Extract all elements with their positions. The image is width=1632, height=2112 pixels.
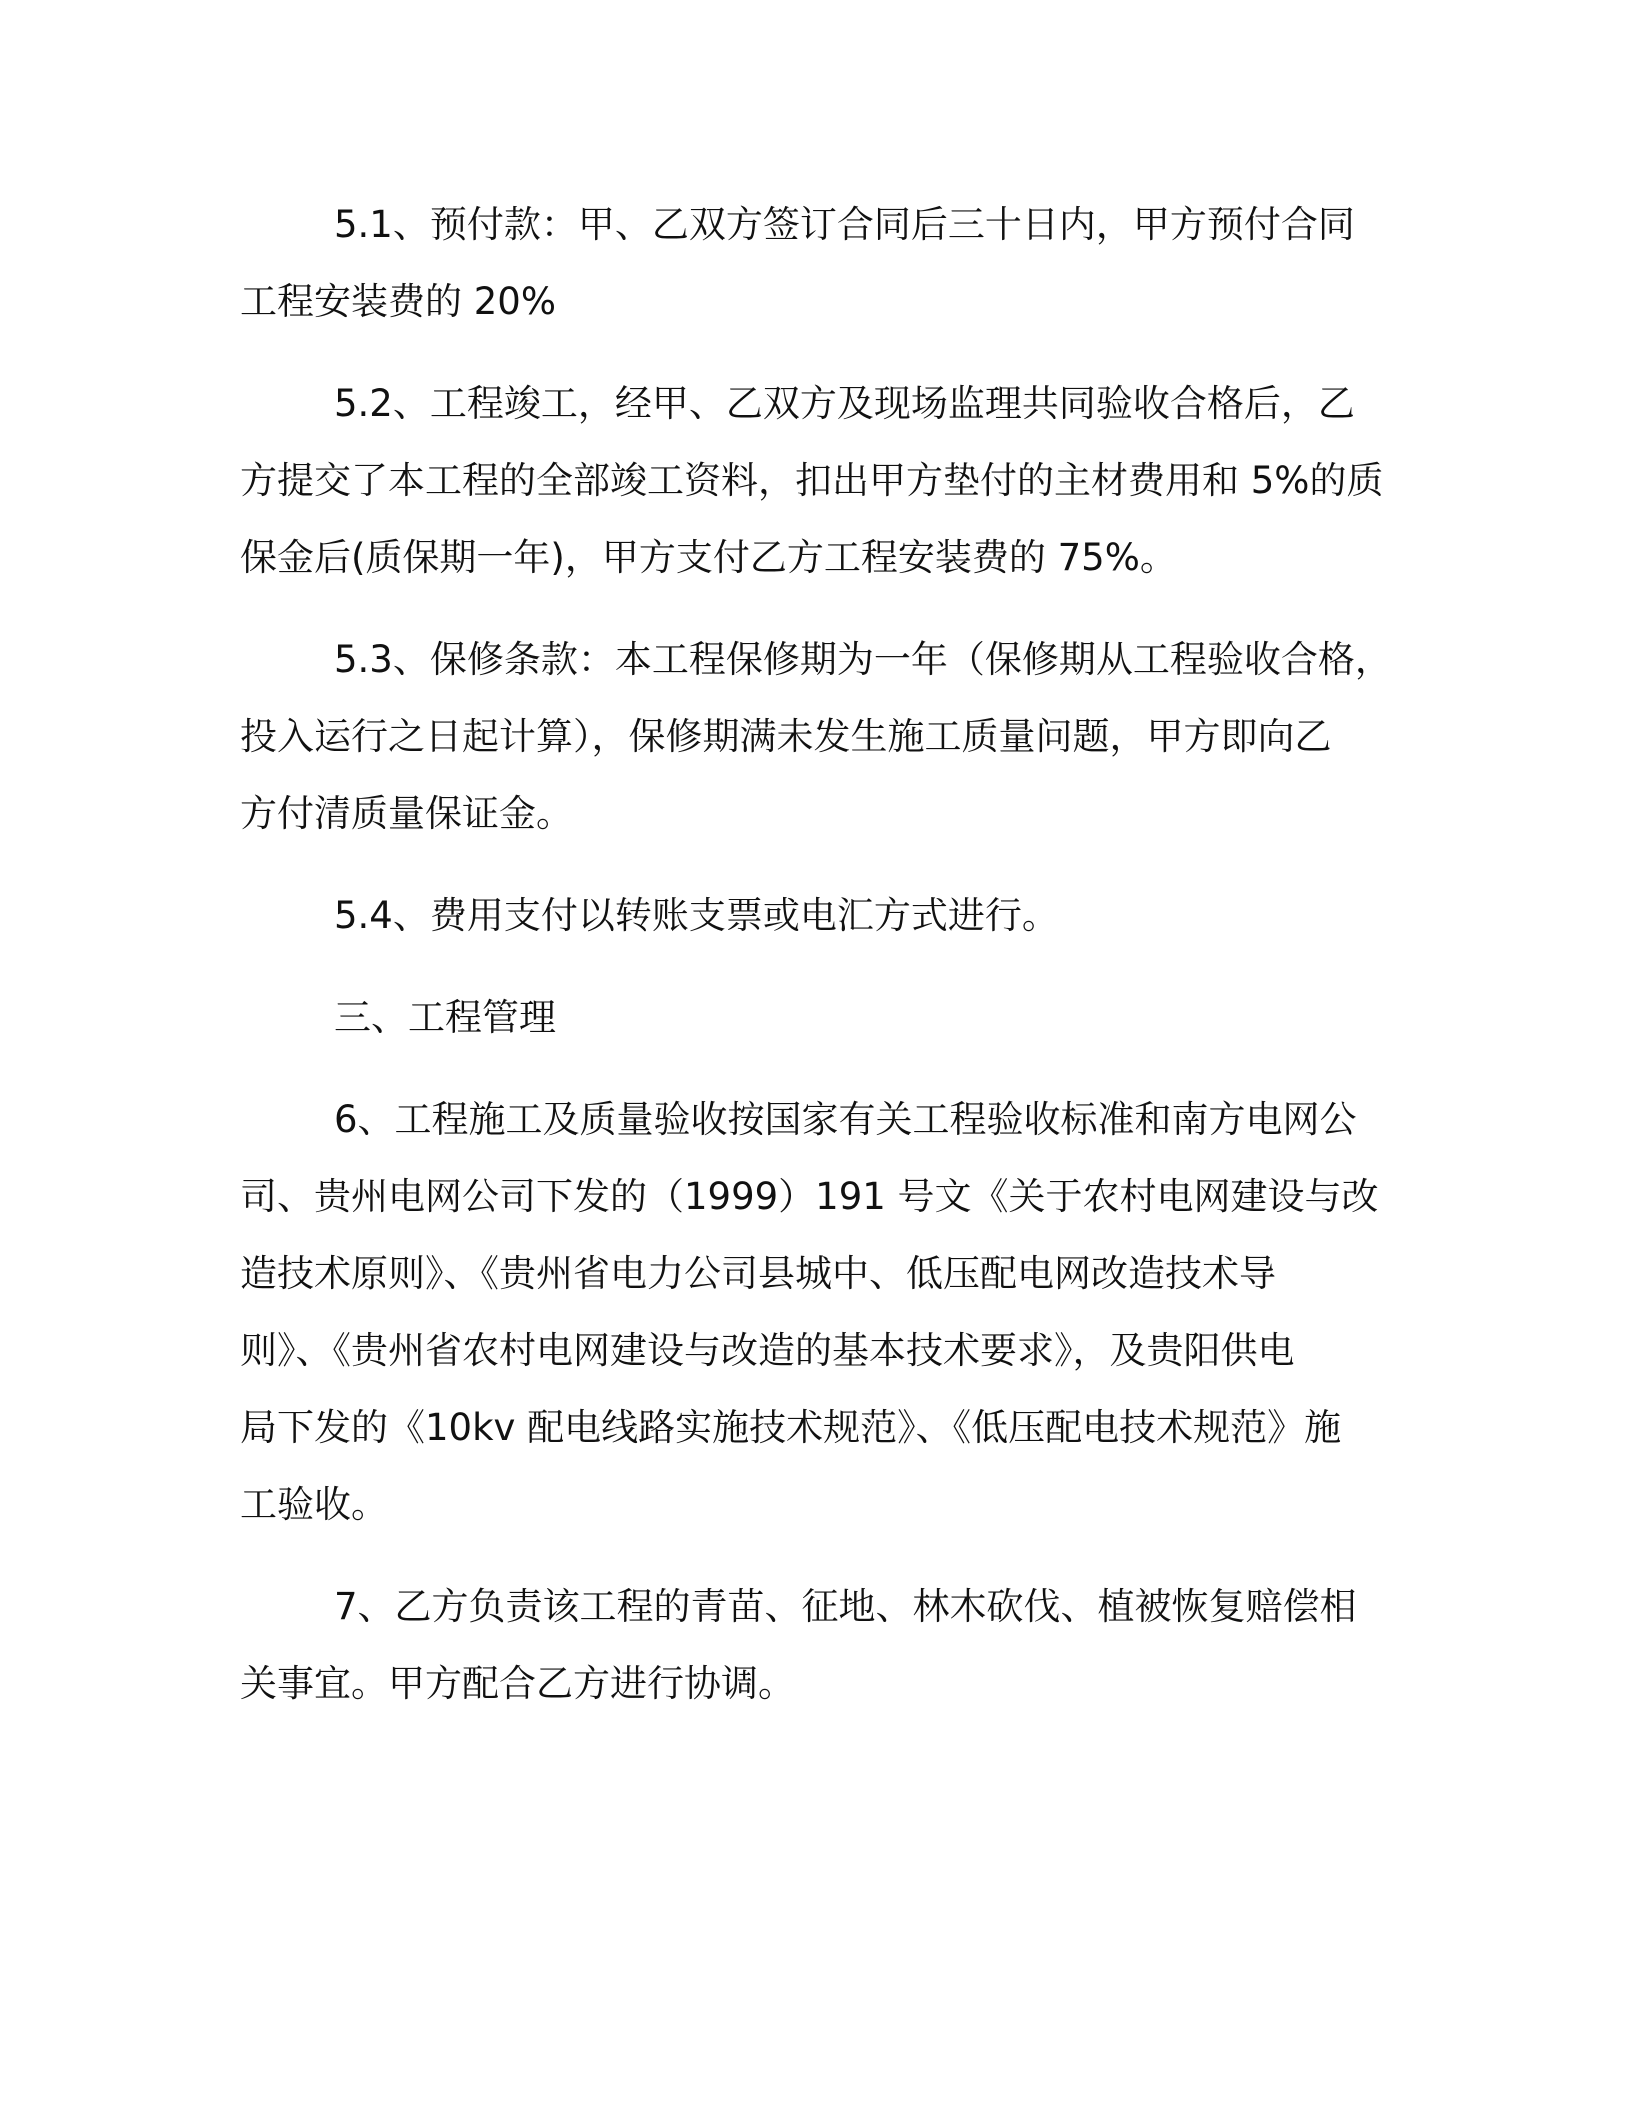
clause-5-2 xyxy=(240,365,1402,596)
text-line: 则》、《贵州省农村电网建设与改造的基本技术要求》，及贵阳供电 xyxy=(240,1329,1295,1372)
text-line: 5.3、保修条款：本工程保修期为一年（保修期从工程验收合格， xyxy=(334,638,1392,681)
text-line: 三、工程管理 xyxy=(334,996,556,1039)
text-line: 局下发的《10kv 配电线路实施技术规范》、《低压配电技术规范》施 xyxy=(240,1406,1342,1449)
document-body xyxy=(240,186,1402,1747)
text-line: 保金后(质保期一年)，甲方支付乙方工程安装费的 75%。 xyxy=(240,536,1177,579)
section-heading xyxy=(240,979,1402,1056)
text-line: 5.1、预付款：甲、乙双方签订合同后三十日内，甲方预付合同 xyxy=(334,203,1355,246)
clause-6 xyxy=(240,1081,1402,1543)
text-line: 方提交了本工程的全部竣工资料，扣出甲方垫付的主材费用和 5%的质 xyxy=(240,459,1384,502)
clause-5-4 xyxy=(240,877,1402,954)
text-line: 投入运行之日起计算），保修期满未发生施工质量问题，甲方即向乙 xyxy=(240,715,1332,758)
text-line: 7、乙方负责该工程的青苗、征地、林木砍伐、植被恢复赔偿相 xyxy=(334,1585,1357,1628)
text-line: 司、贵州电网公司下发的（1999）191 号文《关于农村电网建设与改 xyxy=(240,1175,1379,1218)
text-line: 造技术原则》、《贵州省电力公司县城中、低压配电网改造技术导 xyxy=(240,1252,1276,1295)
clause-5-3 xyxy=(240,621,1402,852)
text-line: 5.4、费用支付以转账支票或电汇方式进行。 xyxy=(334,894,1059,937)
text-line: 5.2、工程竣工，经甲、乙双方及现场监理共同验收合格后，乙 xyxy=(334,382,1355,425)
text-line: 关事宜。甲方配合乙方进行协调。 xyxy=(240,1662,795,1705)
text-line: 方付清质量保证金。 xyxy=(240,792,573,835)
text-line: 6、工程施工及质量验收按国家有关工程验收标准和南方电网公 xyxy=(334,1098,1357,1141)
clause-5-1 xyxy=(240,186,1402,340)
text-line: 工验收。 xyxy=(240,1483,388,1526)
text-line: 工程安装费的 20% xyxy=(240,280,556,323)
clause-7 xyxy=(240,1568,1402,1722)
